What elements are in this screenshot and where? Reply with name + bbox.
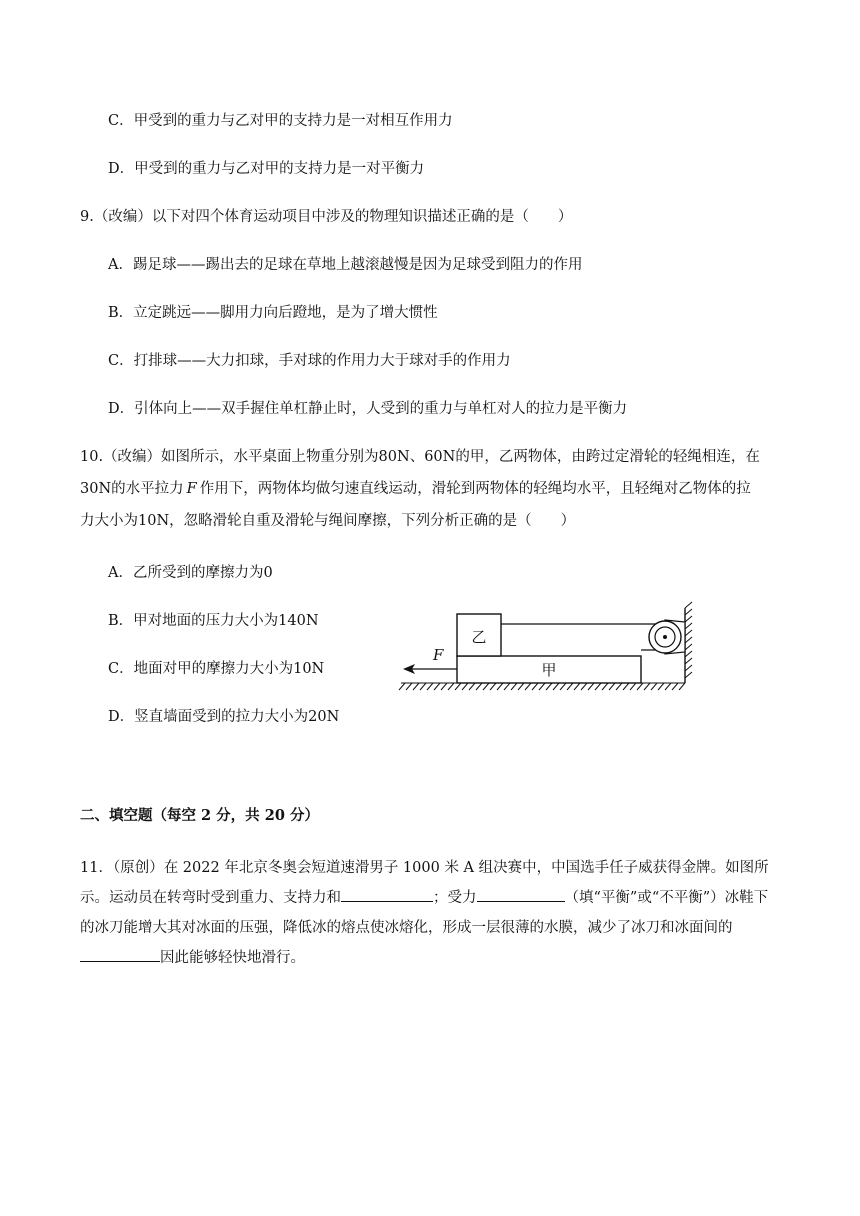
q10-force-symbol: F: [186, 481, 197, 497]
ground-hatch-tick: [518, 683, 524, 690]
q10-stem-line2: [80, 479, 751, 499]
wall-hatch-tick: [685, 602, 692, 608]
q10-option-a: A．乙所受到的摩擦力为0: [108, 565, 273, 581]
ground-hatch-tick: [595, 683, 601, 690]
wall-hatch-tick: [685, 623, 692, 629]
q11-blank-2[interactable]: [477, 885, 565, 902]
q9-option-c: C．打排球——大力扣球，手对球的作用力大于球对手的作用力: [108, 353, 511, 369]
force-label: F: [433, 646, 444, 664]
q11-paragraph: [80, 853, 780, 973]
ground-hatch-tick: [511, 683, 517, 690]
q10-option-c: C．地面对甲的摩擦力大小为10N: [108, 661, 325, 677]
q10-stem-line3: 力大小为10N，忽略滑轮自重及滑轮与绳间摩擦，下列分析正确的是（ ）: [80, 513, 576, 529]
q8-option-d: D．甲受到的重力与乙对甲的支持力是一对平衡力: [108, 161, 425, 177]
ground-hatch-tick: [476, 683, 482, 690]
wall-hatch-tick: [685, 609, 692, 615]
q10-stem-line2-b: 作用下，两物体均做匀速直线运动，滑轮到两物体的轻绳均水平，且轻绳对乙物体的拉: [199, 481, 751, 497]
ground-hatch-tick: [658, 683, 664, 690]
ground-hatch-tick: [609, 683, 615, 690]
q9-option-d: D．引体向上——双手握住单杠静止时，人受到的重力与单杠对人的拉力是平衡力: [108, 401, 628, 417]
block-jia-label: 甲: [541, 661, 557, 679]
ground-hatch-tick: [602, 683, 608, 690]
ground-hatch-tick: [637, 683, 643, 690]
ground-hatch-tick: [462, 683, 468, 690]
ground-hatch-tick: [434, 683, 440, 690]
block-yi-label: 乙: [471, 628, 487, 646]
pulley-axle: [663, 635, 667, 639]
ground-hatch-tick: [665, 683, 671, 690]
wall-hatch-tick: [685, 651, 692, 657]
q10-option-d: D．竖直墙面受到的拉力大小为20N: [108, 709, 340, 725]
ground-hatch-tick: [679, 683, 685, 690]
wall-hatch-tick: [685, 658, 692, 664]
ground-hatch-tick: [616, 683, 622, 690]
ground-hatch-tick: [560, 683, 566, 690]
wall-hatch-tick: [685, 672, 692, 678]
ground-hatch-tick: [532, 683, 538, 690]
section-title: 二、填空题（每空 2 分，共 20 分）: [80, 807, 319, 824]
ground-hatch-tick: [427, 683, 433, 690]
q9-option-b: B．立定跳远——脚用力向后蹬地，是为了增大惯性: [108, 305, 438, 321]
ground-hatch-tick: [441, 683, 447, 690]
ground-hatch-tick: [546, 683, 552, 690]
wall-hatch-tick: [685, 644, 692, 650]
ground-hatch-tick: [399, 683, 405, 690]
q11-text-1: 11．（原创）在 2022 年北京冬奥会短道速滑男子 1000 米 A 组决赛中，中国选手任子威获得金牌。如图所示。运动员在转弯时受到重力、支持力和: [80, 860, 769, 906]
ground-hatch-tick: [406, 683, 412, 690]
ground-hatch-tick: [623, 683, 629, 690]
ground-hatch-tick: [455, 683, 461, 690]
ground-hatch-tick: [651, 683, 657, 690]
ground-hatch-tick: [630, 683, 636, 690]
q11-blank-1[interactable]: [341, 885, 433, 902]
ground-hatch-tick: [483, 683, 489, 690]
wall-hatch-tick: [685, 637, 692, 643]
wall-hatch-tick: [685, 630, 692, 636]
q10-pulley-figure: [395, 600, 705, 700]
ground-hatch-tick: [553, 683, 559, 690]
ground-hatch-tick: [588, 683, 594, 690]
ground-hatch-tick: [574, 683, 580, 690]
q9-option-a: A．踢足球——踢出去的足球在草地上越滚越慢是因为足球受到阻力的作用: [108, 257, 583, 273]
q10-stem-line1: 10.（改编）如图所示，水平桌面上物重分别为80N、60N的甲，乙两物体，由跨过定滑轮的轻绳相连，在: [80, 449, 760, 465]
ground-hatch-tick: [490, 683, 496, 690]
q10-option-b: B．甲对地面的压力大小为140N: [108, 613, 319, 629]
q8-option-c: C．甲受到的重力与乙对甲的支持力是一对相互作用力: [108, 113, 453, 129]
q9-stem: 9.（改编）以下对四个体育运动项目中涉及的物理知识描述正确的是（ ）: [80, 209, 573, 225]
ground-hatch-tick: [525, 683, 531, 690]
q11-text-3: （填“平衡”或“不平衡”）冰鞋下的冰刀能增大其对冰面的压强，降低冰的熔点使冰熔化，形成一层很薄的水膜，减少了冰刀和冰面间的: [80, 890, 769, 936]
wall-hatch-tick: [685, 616, 692, 622]
q11-text-4: 因此能够轻快地滑行。: [160, 950, 305, 966]
q10-stem-line2-a: 30N的水平拉力: [80, 481, 184, 497]
ground-hatch-tick: [413, 683, 419, 690]
ground-hatch-tick: [420, 683, 426, 690]
q11-blank-3[interactable]: [80, 945, 160, 962]
ground-hatch-tick: [539, 683, 545, 690]
ground-hatch-tick: [504, 683, 510, 690]
ground-hatch-tick: [567, 683, 573, 690]
q11-text-2: ；受力: [433, 890, 477, 906]
ground-hatch-tick: [497, 683, 503, 690]
ground-hatch-tick: [644, 683, 650, 690]
ground-hatch-tick: [469, 683, 475, 690]
ground-hatch-tick: [448, 683, 454, 690]
ground-hatch-tick: [672, 683, 678, 690]
ground-hatch-tick: [581, 683, 587, 690]
wall-hatch-tick: [685, 665, 692, 671]
